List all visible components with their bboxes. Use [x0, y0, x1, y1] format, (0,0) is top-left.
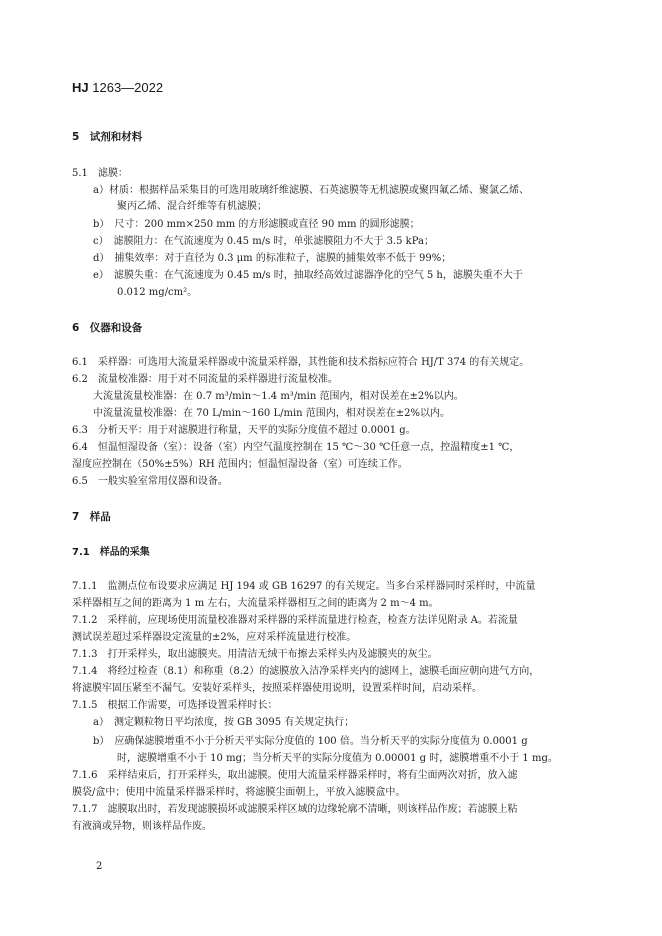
clause-7-1-2: 7.1.2 采样前，应现场使用流量校准器对采样器的采样流量进行检查，检查方法详见附录 A。若流量 — [72, 615, 518, 626]
item-5-1-c: c） 滤膜阻力：在气流速度为 0.45 m/s 时，单张滤膜阻力不大于 3.5 kPa； — [93, 236, 434, 247]
clause-7-1-6: 7.1.6 采样结束后，打开采样头，取出滤膜。使用大流量采样器采样时，将有尘面两次对折，放入滤 — [72, 770, 518, 781]
clause-7-1-7: 7.1.7 滤膜取出时，若发现滤膜损坏或滤膜采样区域的边缘轮廓不清晰，则该样品作废；若滤膜上粘 — [72, 804, 518, 815]
item-5-1-a-cont: 聚丙乙烯、混合纤维等有机滤膜； — [117, 201, 267, 212]
clause-7-1-6-cont: 膜袋/盒中；使用中流量采样器采样时，将滤膜尘面朝上，平放入滤膜盒中。 — [72, 787, 406, 798]
clause-6-2-mid: 中流量流量校准器：在 70 L/min～160 L/min 范围内，相对误差在±2%以内。 — [93, 408, 451, 419]
document-header — [72, 80, 163, 95]
clause-7-1-4: 7.1.4 将经过检查（8.1）和称重（8.2）的滤膜放入洁净采样夹内的滤网上，滤膜毛面应朝向进气方向， — [72, 666, 540, 677]
item-5-1-e: e） 滤膜失重：在气流速度为 0.45 m/s 时，抽取经高效过滤器净化的空气 5 h，滤膜失重不大于 — [93, 270, 523, 281]
clause-7-1-1-cont: 采样器相互之间的距离为 1 m 左右，大流量采样器相互之间的距离为 2 m～4 m。 — [72, 598, 439, 609]
page-number: 2 — [96, 861, 103, 872]
clause-7-1-7-cont: 有液滴或异物，则该样品作废。 — [72, 821, 212, 832]
item-5-1-e-cont: 0.012 mg/cm²。 — [117, 287, 198, 298]
standard-code: HJ — [72, 80, 89, 95]
clause-7-1-5-b-cont: 时，滤膜增重不小于 10 mg；当分析天平的实际分度值为 0.00001 g 时，滤膜增重不小于 1 mg。 — [117, 753, 558, 764]
clause-7-1-4-cont: 将滤膜牢固压紧至不漏气。安装好采样头，按照采样器使用说明，设置采样时间，启动采样。 — [72, 683, 482, 694]
clause-6-3: 6.3 分析天平：用于对滤膜进行称量，天平的实际分度值不超过 0.0001 g。 — [72, 425, 416, 436]
clause-7-1-1: 7.1.1 监测点位布设要求应满足 HJ 194 或 GB 16297 的有关规定。当多台采样器同时采样时，中流量 — [72, 581, 536, 592]
clause-6-5: 6.5 一般实验室常用仪器和设备。 — [72, 476, 228, 487]
clause-7-1-5: 7.1.5 根据工作需要，可选择设置采样时长： — [72, 700, 278, 711]
clause-7-1-5-b: b） 应确保滤膜增重不小于分析天平实际分度值的 100 倍。当分析天平的实际分度值为 0.0001 g — [93, 736, 528, 747]
item-5-1-d: d） 捕集效率：对于直径为 0.3 μm 的标准粒子，滤膜的捕集效率不低于 99%； — [93, 253, 452, 264]
clause-6-4: 6.4 恒温恒湿设备（室）：设备（室）内空气温度控制在 15 ℃～30 ℃任意一点，控温精度±1 ℃， — [72, 442, 520, 453]
clause-6-2-high: 大流量流量校准器：在 0.7 m³/min～1.4 m³/min 范围内，相对误差在±2%以内。 — [93, 391, 464, 402]
section-5-title: 5 试剂和材料 — [72, 131, 143, 143]
section-7-title: 7 样品 — [72, 511, 111, 523]
clause-7-1-2-cont: 测试误差超过采样器设定流量的±2%，应对采样流量进行校准。 — [72, 632, 357, 643]
clause-6-2: 6.2 流量校准器：用于对不同流量的采样器进行流量校准。 — [72, 374, 338, 385]
clause-6-1: 6.1 采样器：可选用大流量采样器或中流量采样器，其性能和技术指标应符合 HJ/T 374 的有关规定。 — [72, 357, 530, 368]
item-5-1-a: a）材质：根据样品采集目的可选用玻璃纤维滤膜、石英滤膜等无机滤膜或聚四氟乙烯、聚氯乙烯、 — [93, 185, 529, 196]
clause-7-1-title: 7.1 样品的采集 — [72, 547, 150, 558]
item-5-1-b: b） 尺寸：200 mm×250 mm 的方形滤膜或直径 90 mm 的圆形滤膜； — [93, 219, 420, 230]
clause-7-1-5-a: a） 测定颗粒物日平均浓度，按 GB 3095 有关规定执行； — [93, 717, 355, 728]
clause-7-1-3: 7.1.3 打开采样头，取出滤膜夹。用清洁无绒干布擦去采样头内及滤膜夹的灰尘。 — [72, 649, 438, 660]
standard-number: 1263—2022 — [92, 80, 164, 95]
section-6-title: 6 仪器和设备 — [72, 322, 143, 334]
clause-5-1: 5.1 滤膜： — [72, 168, 128, 179]
clause-6-4-cont: 湿度应控制在（50%±5%）RH 范围内；恒温恒湿设备（室）可连续工作。 — [72, 459, 408, 470]
